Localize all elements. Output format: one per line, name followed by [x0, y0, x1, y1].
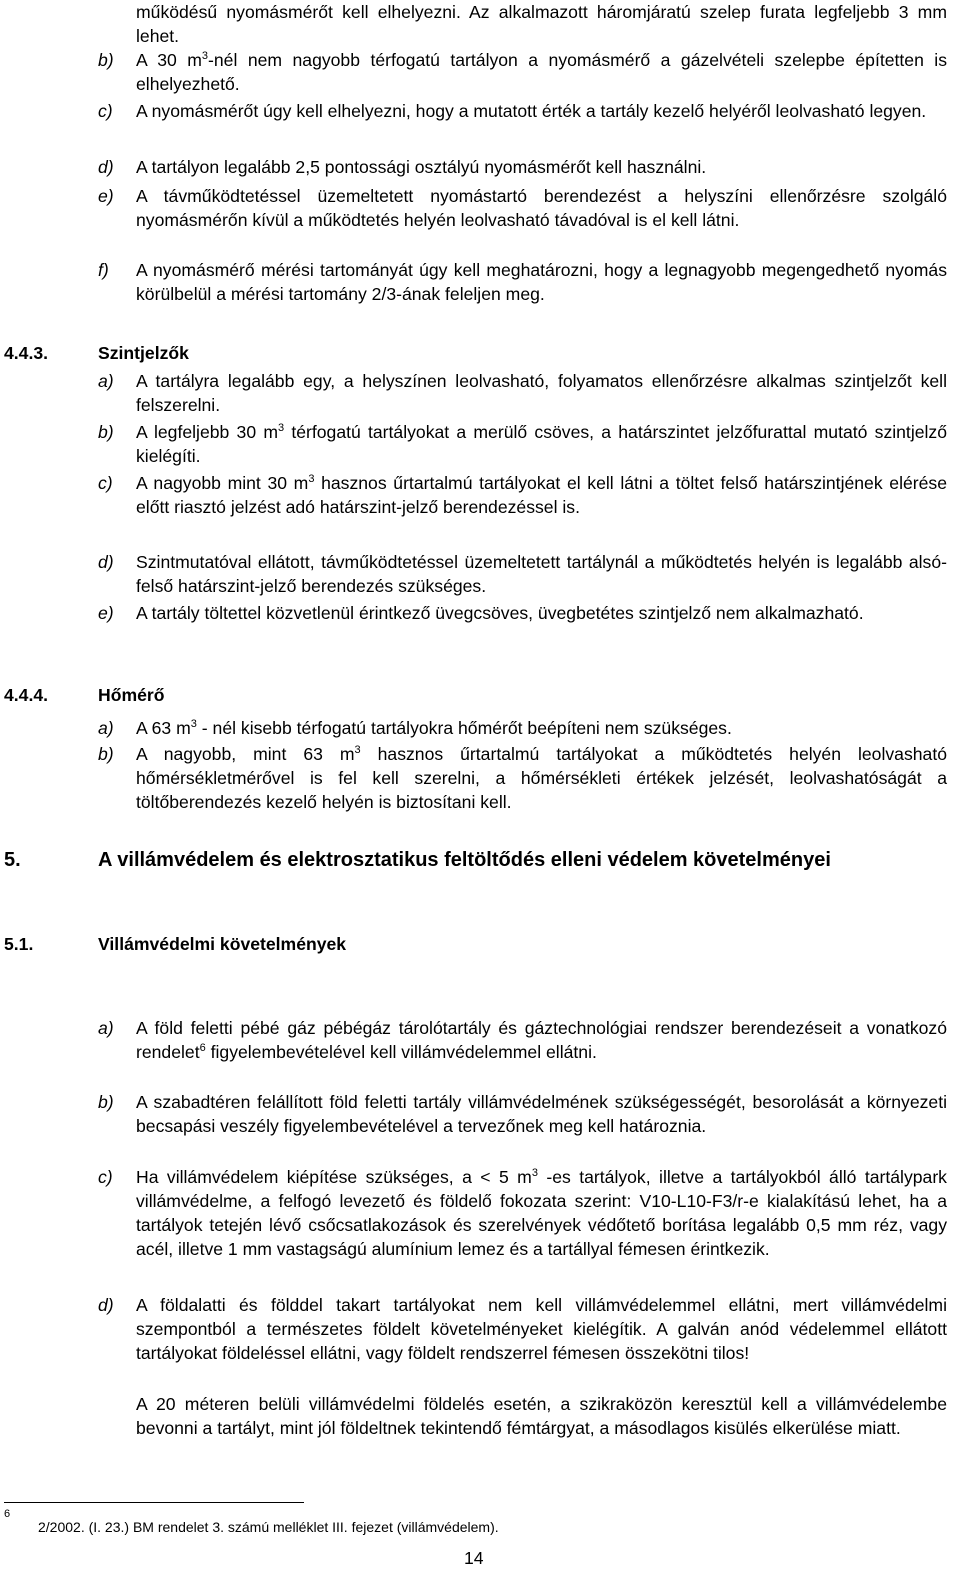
paragraph-extra: A 20 méteren belüli villámvédelmi földelés esetén, a szikraközön keresztül kell a villámvédelembe bevonni a tartályt, mint jól földeltnek tekintendő fémtárgyat, a másodlagos kisülés elkerülése miatt.	[136, 1394, 947, 1438]
section-number: 4.4.4.	[4, 685, 49, 705]
item-label: d)	[98, 1295, 114, 1315]
item-label: a)	[98, 371, 114, 391]
item-label: c)	[98, 473, 113, 493]
item-label: d)	[98, 552, 114, 572]
item-label: d)	[98, 157, 114, 177]
footnote-separator	[4, 1502, 304, 1503]
item-label: a)	[98, 1018, 114, 1038]
section-number: 5.1.	[4, 934, 34, 954]
item-label: b)	[98, 422, 114, 442]
list-item-c: c) A nyomásmérőt úgy kell elhelyezni, hogy a mutatott érték a tartály kezelő helyéről leolvasható legyen.	[98, 101, 927, 121]
footnote-text: 2/2002. (I. 23.) BM rendelet 3. számú melléklet III. fejezet (villámvédelem).	[38, 1519, 499, 1535]
list-item-e: e) A távműködtetéssel üzemeltetett nyomástartó berendezést a helyszíni ellenőrzésre szolgáló nyomásmérőn kívül a működtetés helyén leolvasható távadóval is el kell látni.	[98, 186, 947, 230]
item-label: b)	[98, 50, 114, 70]
chapter-number: 5.	[4, 849, 21, 871]
paragraph-continuation: működésű nyomásmérőt kell elhelyezni. Az alkalmazott háromjáratú szelep furata legfeljebb 3 mm lehet.	[136, 2, 947, 46]
item-label: c)	[98, 101, 113, 121]
list-item-e: e) A tartály töltettel közvetlenül érintkező üvegcsöves, üvegbetétes szintjelző nem alkalmazható.	[98, 603, 864, 623]
list-item-d: d) A tartályon legalább 2,5 pontossági osztályú nyomásmérőt kell használni.	[98, 157, 707, 177]
list-item-b: b) A 30 $m^3$-nél nem nagyobb térfogatú tartályon a nyomásmérő a gázelvételi szelepbe építetten is elhelyezhető.	[98, 50, 948, 94]
list-item-a: a) A tartályra legalább egy, a helyszínen leolvasható, folyamatos ellenőrzésre alkalmas szintjelzőt kell felszerelni.	[98, 371, 947, 415]
section-number: 4.4.3.	[4, 343, 49, 363]
list-item-a: a) A föld feletti pébé gáz pébégáz tárolótartály és gáztechnológiai rendszer berendezéseit a vonatkozó rendelet$^6$ figyelembevételével kell villámvédelemmel ellátni.	[98, 1018, 947, 1062]
item-label: e)	[98, 186, 114, 206]
list-item-c: c) Ha villámvédelem kiépítése szükséges, a < 5 $m^3$ -es tartályok, illetve a tartályokból álló tartálypark villámvédelme, a felfogó levezető és földelő fokozata szerint: V10-L10-F3/r-e kialakítású lehet, ha a tartályok tetején lévő csőcsatlakozások és szerelvények védőtető borítása legalább 0,5 mm réz, vagy acél, illetve 1 mm vastagságú alumínium lemez és a tartállyal fémesen érintkezik.	[98, 1167, 947, 1259]
section-title: Szintjelzők	[98, 343, 189, 363]
list-item-b: b) A legfeljebb 30 $m^3$ térfogatú tartályokat a merülő csöves, a határszintet jelzőfurattal mutató szintjelző kielégíti.	[98, 422, 948, 466]
item-label: f)	[98, 260, 109, 280]
item-label: b)	[98, 744, 114, 764]
list-item-a: a) A 63 $m^3$ - nél kisebb térfogatú tartályokra hőmérőt beépíteni nem szükséges.	[98, 718, 732, 738]
list-item-c: c) A nagyobb mint 30 $m^3$ hasznos űrtartalmú tartályokat el kell látni a töltet felső határszintjének elérése előtt riasztó jelzést adó határszint-jelző berendezéssel is.	[98, 473, 947, 517]
section-title: Hőmérő	[98, 685, 165, 705]
list-item-d: d) A földalatti és földdel takart tartályokat nem kell villámvédelemmel ellátni, mert villámvédelmi szempontból a természetes földelt követelményeket kielégítik. A galván anód védelemmel ellátott tartályokat földeléssel ellátni, vagy földelt rendszerrel fémesen összekötni tilos!	[98, 1295, 947, 1363]
page-number: 14	[464, 1548, 484, 1568]
list-item-f: f) A nyomásmérő mérési tartományát úgy kell meghatározni, hogy a legnagyobb megengedhető nyomás körülbelül a mérési tartomány 2/3-ának feleljen meg.	[98, 260, 947, 304]
item-label: b)	[98, 1092, 114, 1112]
list-item-d: d) Szintmutatóval ellátott, távműködtetéssel üzemeltetett tartálynál a működtetés helyén is legalább alsó-felső határszint-jelző berendezés szükséges.	[98, 552, 947, 596]
list-item-b: b) A szabadtéren felállított föld feletti tartály villámvédelmének szükségességét, besorolását a környezeti becsapási veszély figyelembevételével a tervezőnek meg kell határoznia.	[98, 1092, 947, 1136]
chapter-title: A villámvédelem és elektrosztatikus feltöltődés elleni védelem követelményei	[98, 849, 831, 871]
item-label: a)	[98, 718, 114, 738]
item-label: c)	[98, 1167, 113, 1187]
section-title: Villámvédelmi követelmények	[98, 934, 347, 954]
footnote-mark: 6	[4, 1508, 11, 1520]
item-label: e)	[98, 603, 114, 623]
list-item-b: b) A nagyobb, mint 63 $m^3$ hasznos űrtartalmú tartályokat a működtetés helyén leolvasható hőmérsékletmérővel is fel kell szerelni, a hőmérsékleti értékek jelzését, leolvashatóságát a töltőberendezés kezelő helyén is biztosítani kell.	[98, 744, 947, 812]
